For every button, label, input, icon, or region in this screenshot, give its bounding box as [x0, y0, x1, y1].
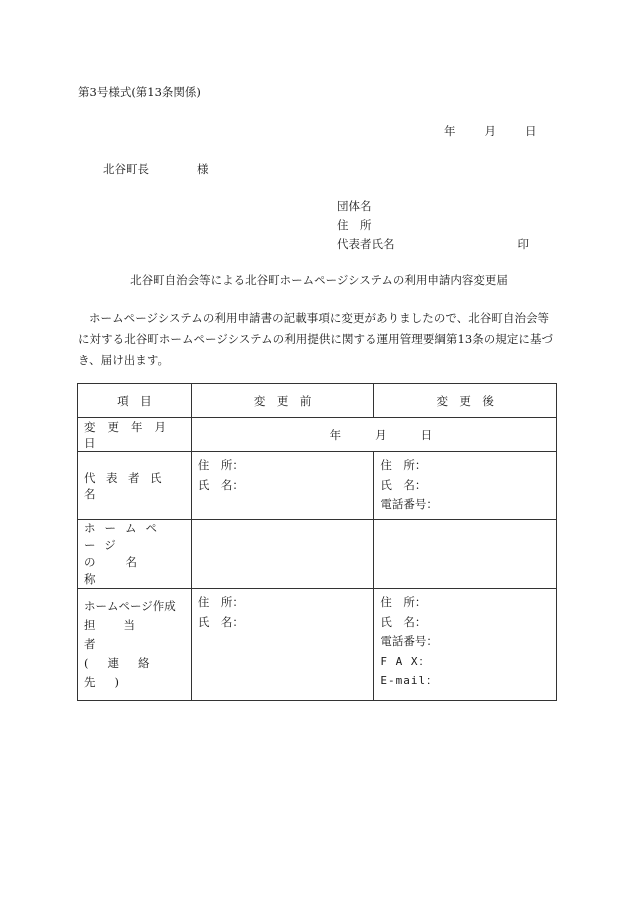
- representative-after-cell: [374, 452, 557, 520]
- form-number: 第3号様式(第13条関係): [78, 85, 201, 99]
- addressee: [103, 161, 209, 177]
- address-row: [337, 216, 529, 235]
- homepage-name-after: [374, 520, 557, 589]
- header-item: 項 目: [78, 384, 192, 418]
- seal-mark: 印: [517, 237, 529, 251]
- creator-label-line2: 担当者: [84, 618, 163, 651]
- org-name-row: [337, 197, 529, 216]
- representative-row: [78, 452, 557, 520]
- representative-label: 代表者氏名: [337, 237, 395, 251]
- org-name-label: 団体名: [337, 199, 372, 213]
- creator-after-address: 住 所：: [380, 595, 427, 609]
- applicant-block: [337, 197, 529, 254]
- rep-before-address: 住 所：: [197, 458, 244, 472]
- table-header-row: [78, 384, 557, 418]
- change-date-label-cell: [78, 418, 192, 452]
- creator-after: [374, 589, 556, 695]
- change-date-year: 年: [329, 427, 342, 442]
- creator-label: [78, 597, 191, 692]
- date-day: 日: [525, 124, 537, 138]
- body-text: ホームページシステムの利用申請書の記載事項に変更がありましたので、北谷町自治会等に対する北谷町ホームページシステムの利用提供に関する運用管理要綱第13条の規定に基づき、届け出ます。: [78, 311, 554, 367]
- creator-label-cell: [78, 589, 192, 701]
- creator-before-address: 住 所：: [197, 595, 244, 609]
- representative-label-text: 代表者氏名: [84, 470, 172, 501]
- rep-after-phone: 電話番号：: [380, 497, 438, 511]
- submission-date: [444, 123, 537, 139]
- change-date-value: [191, 418, 556, 452]
- representative-label-cell: [78, 452, 192, 520]
- creator-label-line3: (連絡先): [84, 656, 169, 689]
- change-date-row: [78, 418, 557, 452]
- document-title: 北谷町自治会等による北谷町ホームページシステムの利用申請内容変更届: [130, 273, 508, 287]
- homepage-name-label-line1: ホームページ: [84, 521, 166, 552]
- creator-after-fax: F A X：: [380, 654, 431, 668]
- header-after: 変 更 後: [374, 384, 557, 418]
- rep-after-address: 住 所：: [380, 458, 427, 472]
- date-year: 年: [444, 124, 456, 138]
- change-table: [77, 383, 557, 701]
- rep-before-name: 氏 名：: [197, 477, 244, 492]
- date-month: 月: [484, 124, 496, 138]
- representative-before: [192, 452, 374, 499]
- representative-row: [337, 235, 529, 254]
- homepage-name-before: [191, 520, 374, 589]
- homepage-name-label: [78, 520, 191, 588]
- creator-after-cell: [374, 589, 557, 701]
- homepage-name-row: [78, 520, 557, 589]
- change-date-month: 月: [375, 427, 387, 442]
- representative-label: [78, 470, 191, 502]
- creator-label-line1: ホームページ作成: [84, 599, 176, 613]
- creator-after-name: 氏 名：: [380, 614, 427, 629]
- creator-row: [78, 589, 557, 701]
- rep-after-name: 氏 名：: [380, 477, 427, 492]
- creator-before-name: 氏 名：: [197, 614, 244, 629]
- change-date-fields: [192, 427, 556, 443]
- creator-before: [192, 589, 374, 636]
- creator-before-cell: [191, 589, 374, 701]
- addressee-honorific: 様: [197, 162, 209, 176]
- homepage-name-label-cell: [78, 520, 192, 589]
- homepage-name-label-line2: の名称: [84, 555, 167, 586]
- addressee-name: 北谷町長: [103, 162, 149, 176]
- change-date-day: 日: [420, 427, 433, 442]
- creator-after-email: E-mail：: [380, 674, 439, 687]
- representative-before-cell: [191, 452, 374, 520]
- address-label: 住 所: [337, 218, 372, 232]
- creator-after-phone: 電話番号：: [380, 634, 438, 648]
- representative-after: [374, 452, 556, 519]
- header-before: 変 更 前: [191, 384, 374, 418]
- change-date-label-text: 変更年月日: [84, 419, 178, 450]
- change-date-label: [78, 419, 191, 451]
